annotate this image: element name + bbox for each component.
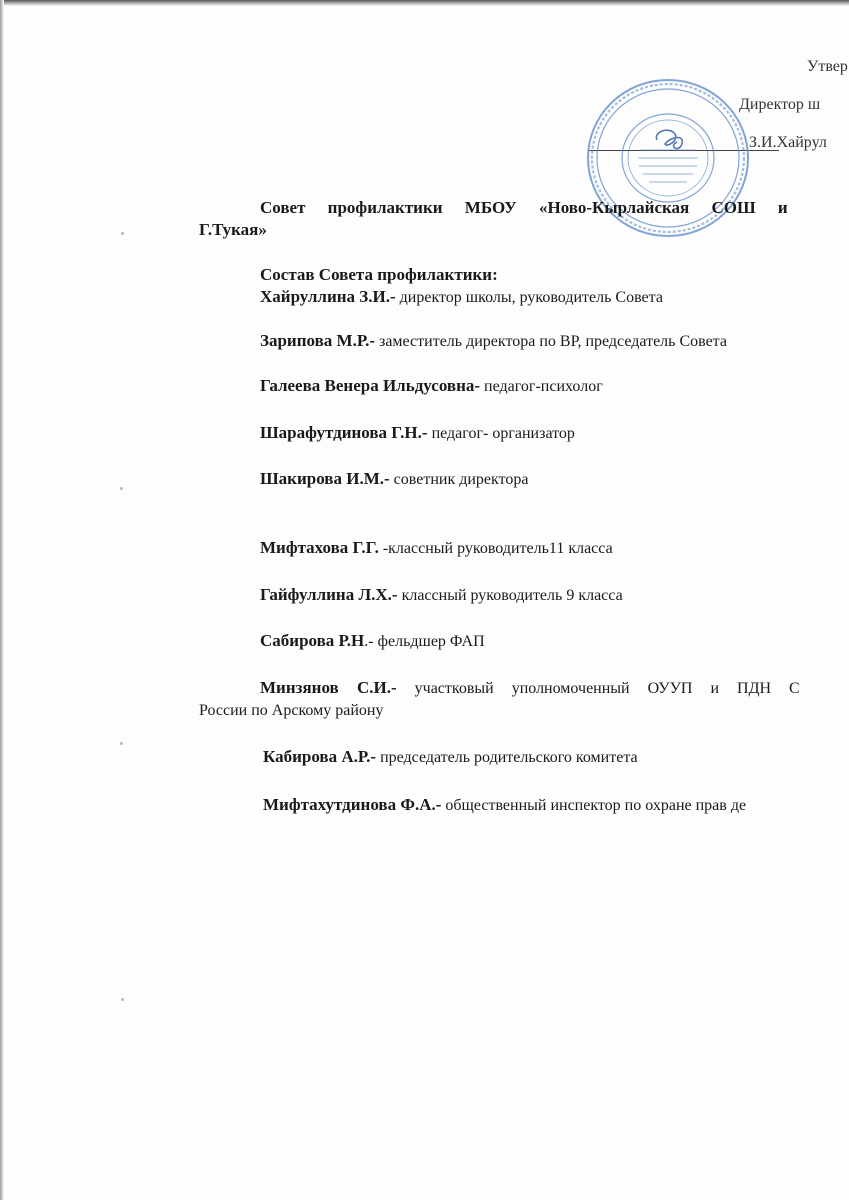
member-name: Зарипова М.Р.- [260, 331, 375, 350]
member-name: Шакирова И.М.- [260, 469, 390, 488]
member-role: общественный инспектор по охране прав де [441, 797, 747, 814]
member-name: Мифтахова Г.Г. [260, 538, 379, 557]
member-role: педагог- организатор [427, 425, 575, 442]
member-line [260, 287, 663, 307]
member-name: Шарафутдинова Г.Н.- [260, 423, 428, 442]
member-line [260, 376, 603, 396]
member-role: участковый уполномоченный ОУУП и ПДН С [396, 680, 800, 697]
approval-name: З.И.Хайрул [749, 134, 827, 151]
member-name: Минзянов С.И.- [260, 678, 397, 697]
member-line-first [199, 677, 849, 700]
heading-line-1: Совет профилактики МБОУ «Ново-Кырлайская СОШ и [260, 198, 788, 217]
member-role: классный руководитель 9 класса [397, 587, 623, 604]
member-role: .- фельдшер ФАП [364, 633, 485, 650]
scan-speck [121, 998, 124, 1001]
member-role: директор школы, руководитель Совета [395, 289, 663, 306]
scan-speck [120, 487, 123, 490]
member-role: председатель родительского комитета [376, 749, 638, 766]
scan-speck [121, 232, 124, 235]
approval-position: Директор ш [739, 96, 821, 113]
member-line [260, 585, 623, 605]
member-line [260, 331, 727, 351]
heading-line-2: Г.Тукая» [199, 220, 267, 239]
member-role: -классный руководитель11 класса [378, 540, 613, 557]
member-name: Гайфуллина Л.Х.- [260, 585, 398, 604]
approval-title: Утвер [807, 58, 848, 75]
member-line [263, 747, 638, 767]
member-line [263, 795, 746, 815]
member-role: советник директора [389, 471, 529, 488]
member-line [260, 538, 613, 558]
member-name: Сабирова Р.Н [260, 631, 365, 650]
scan-edge-top [0, 0, 849, 6]
member-name: Хайруллина З.И.- [260, 287, 396, 306]
member-line [260, 631, 485, 651]
member-name: Галеева Венера Ильдусовна- [260, 376, 481, 395]
scan-speck [120, 742, 123, 745]
member-role-continued: России по Арскому району [199, 702, 384, 719]
member-line [199, 677, 849, 722]
member-line [260, 423, 575, 443]
scan-edge-left [0, 0, 4, 1200]
composition-title: Состав Совета профилактики: [260, 265, 498, 284]
member-role: заместитель директора по ВР, председатель Совета [375, 333, 727, 350]
document-heading [199, 197, 849, 241]
member-name: Мифтахутдинова Ф.А.- [263, 795, 442, 814]
member-name: Кабирова А.Р.- [263, 747, 377, 766]
member-line [260, 469, 528, 489]
member-role: педагог-психолог [480, 378, 603, 395]
